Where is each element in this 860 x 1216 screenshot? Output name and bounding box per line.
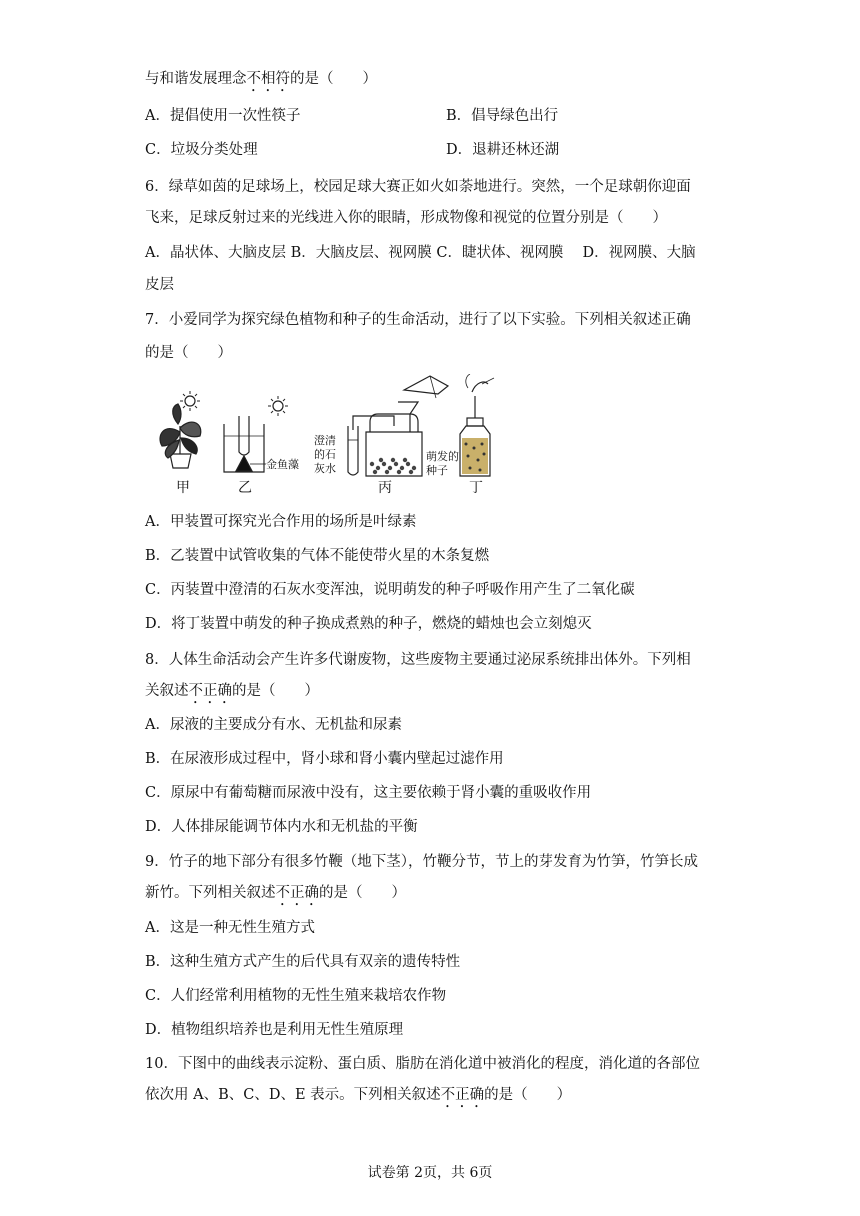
label-seeds-1: 萌发的 [426,450,459,463]
q6-options-line2: 皮层 [145,277,174,293]
q10-emphasis: 不正确 [440,1087,485,1103]
page-footer: 试卷第 2页，共 6页 [367,1165,493,1181]
label-jia: 甲 [176,480,190,496]
label-lime-water-3: 灰水 [314,462,336,475]
q5-stem-end: 的是（ ） [290,71,377,87]
q6-stem-line2: 飞来，足球反射过来的光线进入你的眼睛，形成物像和视觉的位置分别是（ ） [145,210,667,226]
q8-option-c: C．原尿中有葡萄糖而尿液中没有，这主要依赖于肾小囊的重吸收作用 [145,785,592,801]
q5-option-a: A．提倡使用一次性筷子 [145,108,301,124]
q5-option-c: C．垃圾分类处理 [145,142,258,158]
q10-stem-line2 [145,1085,571,1111]
q9-stem-line1: 9．竹子的地下部分有很多竹鞭（地下茎），竹鞭分节，节上的芽发育为竹笋，竹笋长成 [145,854,698,870]
label-ding: 丁 [469,480,483,496]
q9-stem-end: 的是（ ） [319,885,406,901]
q5-option-d: D．退耕还林还湖 [446,142,560,158]
q5-option-b: B．倡导绿色出行 [446,108,559,124]
q8-option-a: A．尿液的主要成分有水、无机盐和尿素 [145,717,402,733]
q5-stem [145,69,377,95]
label-bing: 丙 [378,480,392,496]
label-yi: 乙 [238,480,252,496]
q8-emphasis: 不正确 [188,683,232,699]
q10-stem-line1: 10．下图中的曲线表示淀粉、蛋白质、脂肪在消化道中被消化的程度，消化道的各部位 [145,1056,700,1072]
q7-stem-line2: 的是（ ） [145,345,232,361]
plant-apparatus [160,391,201,468]
q7-option-d: D．将丁装置中萌发的种子换成煮熟的种子，燃烧的蜡烛也会立刻熄灭 [145,616,592,632]
q8-option-d: D．人体排尿能调节体内水和无机盐的平衡 [145,819,418,835]
experiment-figure [142,374,522,500]
q8-stem-line1: 8．人体生命活动会产生许多代谢废物，这些废物主要通过泌尿系统排出体外。下列相 [145,652,691,668]
q9-option-d: D．植物组织培养也是利用无性生殖原理 [145,1022,404,1038]
q9-option-b: B．这种生殖方式产生的后代具有双亲的遗传特性 [145,954,461,970]
q5-stem-text: 与和谐发展理念 [145,71,247,87]
q9-stem-line2 [145,883,406,909]
q6-stem-line1: 6．绿草如茵的足球场上，校园足球大赛正如火如荼地进行。突然，一个足球朝你迎面 [145,179,691,195]
q8-stem-end: 的是（ ） [232,683,319,699]
seed-jar-apparatus [460,374,494,476]
q9-emphasis: 不正确 [275,885,319,901]
q9-option-c: C．人们经常利用植物的无性生殖来栽培农作物 [145,988,447,1004]
q7-option-c: C．丙装置中澄清的石灰水变浑浊，说明萌发的种子呼吸作用产生了二氧化碳 [145,582,635,598]
label-goldfish-weed: 金鱼藻 [266,458,299,471]
q7-option-a: A．甲装置可探究光合作用的场所是叶绿素 [145,514,417,530]
q9-stem-text: 新竹。下列相关叙述 [145,885,276,901]
q10-stem-text: 依次用 A、B、C、D、E 表示。下列相关叙述 [145,1087,441,1103]
q8-stem-text: 关叙述 [145,683,189,699]
q8-option-b: B．在尿液形成过程中，肾小球和肾小囊内壁起过滤作用 [145,751,504,767]
q9-option-a: A．这是一种无性生殖方式 [145,920,315,936]
q10-stem-end: 的是（ ） [484,1087,572,1103]
q5-emphasis: 不相符 [246,71,290,87]
label-seeds-2: 种子 [426,464,448,477]
q7-stem-line1: 7．小爱同学为探究绿色植物和种子的生命活动，进行了以下实验。下列相关叙述正确 [145,312,691,328]
label-lime-water-1: 澄清 [314,434,336,447]
q8-stem-line2 [145,681,319,707]
q6-options-line1: A．晶状体、大脑皮层 B．大脑皮层、视网膜 C．睫状体、视网膜 D．视网膜、大脑 [145,245,696,261]
q7-option-b: B．乙装置中试管收集的气体不能使带火星的木条复燃 [145,548,490,564]
label-lime-water-2: 的石 [314,448,336,461]
